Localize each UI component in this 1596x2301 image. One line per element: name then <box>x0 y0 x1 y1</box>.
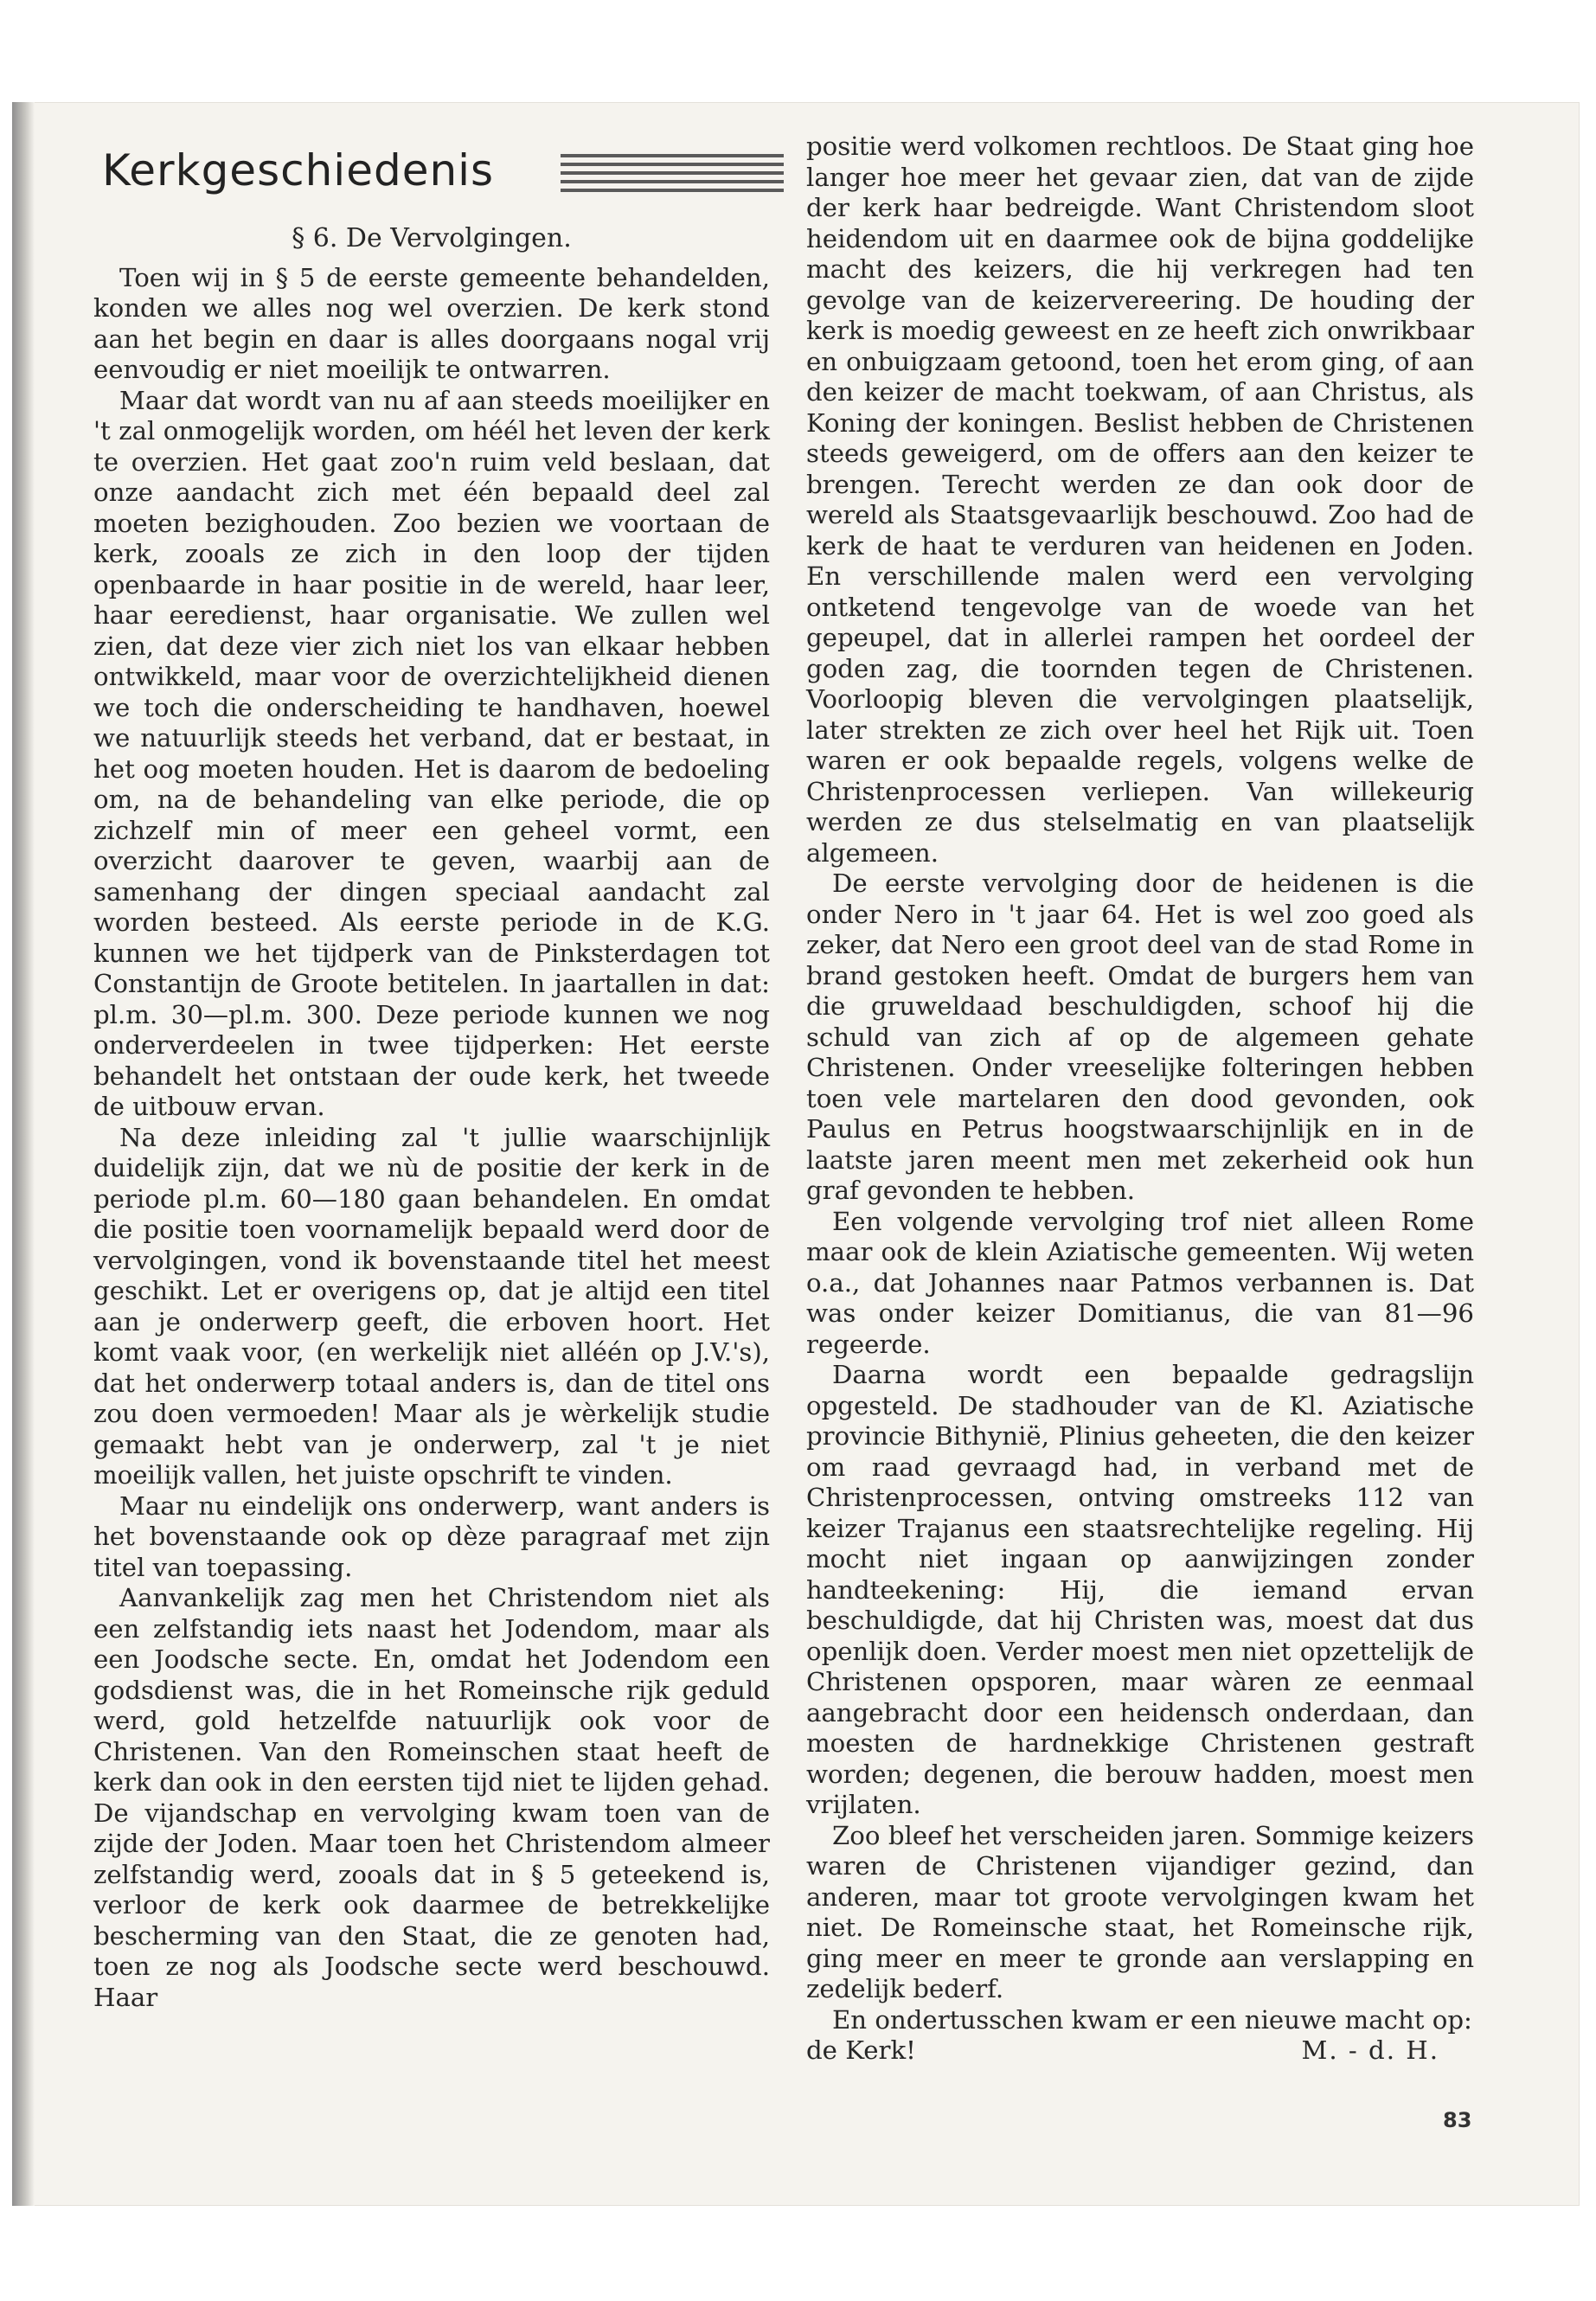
paragraph: positie werd volkomen rechtloos. De Staat ging hoe langer hoe meer het gevaar zien, dat van de zijde der kerk haar bedreigde. Want Christendom sloot heidendom uit en daarmee ook de bijna goddelijke macht des keizers, die hij verkregen had ten gevolge van de keizervereering. De houding der kerk is moedig geweest en ze heeft zich onwrikbaar en onbuigzaam getoond, toen het erom ging, of aan den keizer de macht toekwam, of aan Christus, als Koning der koningen. Beslist hebben de Christenen steeds geweigerd, om de offers aan den keizer te brengen. Terecht werden ze dan ook door de wereld als Staatsgevaarlijk beschouwd. Zoo had de kerk de haat te verduren van heidenen en Joden. En verschillende malen werd een vervolging ontketend tengevolge van de woede van het gepeupel, dat in allerlei rampen het oordeel der goden zag, die toornden tegen de Christenen. Voorloopig bleven die vervolgingen plaatselijk, later strekten ze zich over heel het Rijk uit. Toen waren er ook bepaalde regels, volgens welke de Christenprocessen verliepen. Van willekeurig werden ze dus stelselmatig en van plaatselijk algemeen. <box>806 131 1474 868</box>
closing-text: de Kerk! <box>806 2035 916 2065</box>
section-header <box>102 145 777 215</box>
right-column <box>806 131 1474 2067</box>
page-spine-shadow <box>12 102 35 2206</box>
section-title: § 6. De Vervolgingen. <box>292 223 572 253</box>
paragraph: Aanvankelijk zag men het Christendom niet als een zelfstandig iets naast het Jodendom, maar als een Joodsche secte. En, omdat het Jodendom een godsdienst was, die in het Romeinsche rijk geduld werd, gold hetzelfde natuurlijk ook voor de Christenen. Van den Romeinschen staat heeft de kerk dan ook in den eersten tijd niet te lijden gehad. De vijandschap en vervolging kwam toen van de zijde der Joden. Maar toen het Christendom almeer zelfstandig werd, zooals dat in § 5 geteekend is, verloor de kerk ook daarmee de betrekkelijke bescherming van den Staat, die ze genoten had, toen ze nog als Joodsche secte werd beschouwd. Haar <box>93 1583 770 2012</box>
author-signature: M. - d. H. <box>1301 2035 1439 2065</box>
left-column <box>93 223 770 2013</box>
paragraph: En ondertusschen kwam er een nieuwe macht op: <box>832 2004 1472 2035</box>
paragraph: De eerste vervolging door de heidenen is die onder Nero in 't jaar 64. Het is wel zoo goed als zeker, dat Nero een groot deel van de stad Rome in brand gestoken heeft. Omdat de burgers hem van die gruweldaad beschuldigden, schoof hij die schuld van zich af op de algemeen gehate Christenen. Onder vreeselijke folteringen hebben toen vele martelaren den dood gevonden, ook Paulus en Petrus hoogstwaarschijnlijk en in de laatste jaren meent men met zekerheid ook hun graf gevonden te hebben. <box>806 868 1474 1205</box>
page-number: 83 <box>1443 2108 1472 2132</box>
paragraph: Maar nu eindelijk ons onderwerp, want anders is het bovenstaande ook op dèze paragraaf met zijn titel van toepassing. <box>93 1490 770 1582</box>
paragraph: Een volgende vervolging trof niet alleen Rome maar ook de klein Aziatische gemeenten. Wij weten o.a., dat Johannes naar Patmos verbannen is. Dat was onder keizer Domitianus, die van 81—96 regeerde. <box>806 1206 1474 1359</box>
paragraph: Daarna wordt een bepaalde gedragslijn opgesteld. De stadhouder van de Kl. Aziatische provincie Bithynië, Plinius geheeten, die den keizer om raad gevraagd had, in verband met de Christenprocessen, ontving omstreeks 112 van keizer Trajanus een staatsrechtelijke regeling. Hij mocht niet ingaan op aanwijzingen zonder handteekening: Hij, die iemand ervan beschuldigde, dat hij Christen was, moest dat dus openlijk doen. Verder moest men niet opzettelijk de Christenen opsporen, maar wàren ze eenmaal aangebracht door een heidensch onderdaan, dan moesten de hardnekkige Christenen gestraft worden; degenen, die berouw hadden, moest men vrijlaten. <box>806 1360 1474 1819</box>
header-decorative-rules <box>561 154 784 197</box>
paragraph: Na deze inleiding zal 't jullie waarschijnlijk duidelijk zijn, dat we nù de positie der kerk in de periode pl.m. 60—180 gaan behandelen. En omdat die positie toen voornamelijk bepaald werd door de vervolgingen, vond ik bovenstaande titel het meest geschikt. Let er overigens op, dat je altijd een titel aan je onderwerp geeft, die erboven hoort. Het komt vaak voor, (en werkelijk niet alléén op J.V.'s), dat het onderwerp totaal anders is, dan de titel ons zou doen vermoeden! Maar als je wèrkelijk studie gemaakt hebt van je onderwerp, zal 't je niet moeilijk vallen, het juiste opschrift te vinden. <box>93 1122 770 1490</box>
page-title: Kerkgeschiedenis <box>102 145 495 195</box>
closing-line <box>806 2035 1474 2067</box>
paragraph: Maar dat wordt van nu af aan steeds moeilijker en 't zal onmogelijk worden, om héél het leven der kerk te overzien. Het gaat zoo'n ruim veld beslaan, dat onze aandacht zich met één bepaald deel zal moeten bezighouden. Zoo bezien we voortaan de kerk, zooals ze zich in den loop der tijden openbaarde in haar positie in de wereld, haar leer, haar eeredienst, haar organisatie. We zullen wel zien, dat deze vier zich niet los van elkaar hebben ontwikkeld, maar voor de overzichtelijkheid dienen we toch die onderscheiding te handhaven, hoewel we natuurlijk steeds het verband, dat er bestaat, in het oog moeten houden. Het is daarom de bedoeling om, na de behandeling van elke periode, die op zichzelf min of meer een geheel vormt, een overzicht daarover te geven, waarbij aan de samenhang der dingen speciaal aandacht zal worden besteed. Als eerste periode in de K.G. kunnen we het tijdperk van de Pinksterdagen tot Constantijn de Groote betitelen. In jaartallen in dat: pl.m. 30—pl.m. 300. Deze periode kunnen we nog onderverdeelen in twee tijdperken: Het eerste behandelt het ontstaan der oude kerk, het tweede de uitbouw ervan. <box>93 385 770 1121</box>
paragraph: Zoo bleef het verscheiden jaren. Sommige keizers waren de Christenen vijandiger gezind, dan anderen, maar tot groote vervolgingen kwam het niet. De Romeinsche staat, het Romeinsche rijk, ging meer en meer te gronde aan verslapping en zedelijk bederf. <box>806 1820 1474 2003</box>
paragraph: Toen wij in § 5 de eerste gemeente behandelden, konden we alles nog wel overzien. De kerk stond aan het begin en daar is alles doorgaans nogal vrij eenvoudig er niet moeilijk te ontwarren. <box>93 262 770 384</box>
